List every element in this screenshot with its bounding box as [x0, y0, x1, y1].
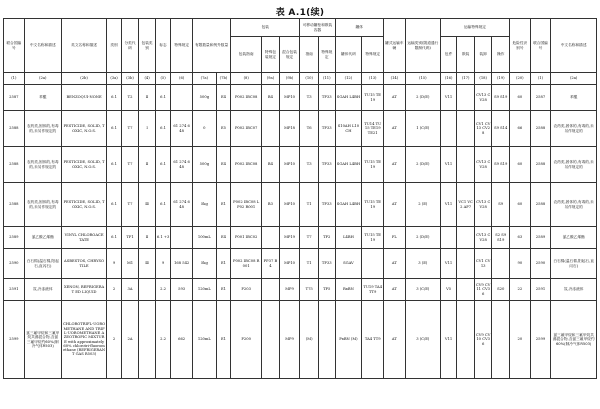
- cell-label: 9: [155, 249, 170, 279]
- cell-cat: 1 (C/E): [405, 111, 440, 147]
- cell-pg: Ⅱ: [139, 227, 156, 249]
- cell-cn2: 氯乙酸乙烯酯: [551, 227, 597, 249]
- dangerous-goods-table: [3, 18, 597, 379]
- cell-label: 6.1: [155, 147, 170, 183]
- cell-en: ASBESTOS, CHRYSOTILE: [61, 249, 106, 279]
- header-tank: 罐体: [335, 19, 384, 37]
- cell-un2: 2599: [530, 301, 551, 379]
- cell-cn2: 白石棉(温石棉,阳起石,直闪石): [551, 249, 597, 279]
- column-number: (19): [492, 73, 510, 85]
- cell-psp: [262, 279, 280, 301]
- cell-code: M1: [121, 249, 139, 279]
- cell-s17: [457, 85, 475, 111]
- cell-label: 2.2: [155, 279, 170, 301]
- cell-un2: 2588: [530, 183, 551, 227]
- cell-cat: 3 (C/E): [405, 301, 440, 379]
- header-special: 运输特殊规定: [440, 19, 509, 37]
- cell-sp: 61 274 648: [171, 111, 193, 147]
- cell-class: 6.1: [107, 227, 121, 249]
- cell-sp: 662: [171, 301, 193, 379]
- header-veh: 罐式运输车辆: [384, 19, 406, 73]
- cell-s19: [492, 249, 510, 279]
- cell-veh: AT: [384, 249, 406, 279]
- header-s18: 装卸: [474, 37, 492, 73]
- column-number: (17): [457, 73, 475, 85]
- cell-class: 6.1: [107, 111, 121, 147]
- cell-un: 2589: [4, 227, 25, 249]
- cell-s18: CV1 CV13 CV28: [474, 111, 492, 147]
- cell-veh: AT: [384, 301, 406, 379]
- header-s17: 散装: [457, 37, 475, 73]
- cell-tsp: TU15 TE19: [362, 183, 384, 227]
- cell-psp: B4: [262, 147, 280, 183]
- cell-cat: 2 (D/E): [405, 227, 440, 249]
- cell-lq: 120mL: [192, 279, 216, 301]
- cell-pi: P002 IBC08 R001: [231, 249, 262, 279]
- cell-cn: 苯醌: [24, 85, 61, 111]
- cell-pi: P001 IBC02: [231, 227, 262, 249]
- cell-lq: 100mL: [192, 227, 216, 249]
- table-row: [4, 301, 597, 379]
- cell-pi: P002 IBC08: [231, 85, 262, 111]
- cell-pi: P002 IBC08 LP02 R001: [231, 183, 262, 227]
- cell-psp: B3: [262, 183, 280, 227]
- header-s16: 包件: [440, 37, 457, 73]
- cell-mp: MP9: [279, 279, 300, 301]
- cell-code: T2: [121, 85, 139, 111]
- cell-eq: E1: [216, 301, 230, 379]
- cell-en: XENON, REFRIGERAT ED LIQUID: [61, 279, 106, 301]
- cell-en: PESTICIDE, SOLID, TOXIC, N.O.S.: [61, 111, 106, 147]
- header-lq-group: 有限数量和例外数量: [192, 19, 230, 73]
- cell-label: 6.1: [155, 183, 170, 227]
- cell-psp: PP37 B4: [262, 249, 280, 279]
- header-hin: 危险性识别号: [510, 19, 531, 73]
- cell-tsp: TU15 TE19: [362, 85, 384, 111]
- cell-s18: CV13 CV28: [474, 85, 492, 111]
- cell-tsp: TU15 TE19: [362, 147, 384, 183]
- cell-hin: 60: [510, 85, 531, 111]
- cell-mp: MP9: [279, 301, 300, 379]
- cell-psp: [262, 111, 280, 147]
- cell-s17: [457, 249, 475, 279]
- column-number: (7b): [216, 73, 230, 85]
- cell-un: 2599: [4, 301, 25, 379]
- header-cn: 中文名称和描述: [24, 19, 61, 73]
- cell-code: 2A: [121, 301, 139, 379]
- header-un2: 联合国编号: [530, 19, 551, 73]
- header-s19: 操作: [492, 37, 510, 73]
- cell-hin: 20: [510, 301, 531, 379]
- cell-pi: P200: [231, 301, 262, 379]
- cell-cn2: 氯三氟甲烷和三氟甲烷共沸混合物,含氯三氟甲烷约60%(制冷气体R503): [551, 301, 597, 379]
- cell-label: 6.1 +3: [155, 227, 170, 249]
- cell-s17: [457, 147, 475, 183]
- cell-cat: 3 (C/E): [405, 279, 440, 301]
- cell-class: 9: [107, 249, 121, 279]
- cell-cat: 2 (D/E): [405, 85, 440, 111]
- cell-cn: 氯三氟甲烷和三氟甲烷共沸混合物,含氯三氟甲烷约60%(制冷气体R503): [24, 301, 61, 379]
- cell-s17: [457, 227, 475, 249]
- cell-mp: MP10: [279, 85, 300, 111]
- cell-lq: 5kg: [192, 249, 216, 279]
- cell-s16: V5: [440, 279, 457, 301]
- cell-s19: S9 S14: [492, 111, 510, 147]
- cell-psp: [262, 301, 280, 379]
- cell-s16: [440, 111, 457, 147]
- cell-cn2: 农药类,固体的,有毒的,未另作规定的: [551, 111, 597, 147]
- header-tsp: 特殊规定: [362, 37, 384, 73]
- table-row: [4, 279, 597, 301]
- column-number: (1): [4, 73, 25, 85]
- cell-tksp: TP33: [318, 147, 335, 183]
- cell-s17: [457, 301, 475, 379]
- cell-tki: T1: [300, 183, 319, 227]
- header-un: 联合国编号: [4, 19, 25, 73]
- cell-s18: CV13 CV28: [474, 227, 492, 249]
- cell-label: 6.1: [155, 85, 170, 111]
- header-pi: 包装指南: [231, 37, 262, 73]
- table-row: [4, 183, 597, 227]
- cell-tcode: SGAH L4BH: [335, 183, 362, 227]
- cell-cn: 农药类,固体的,有毒的,未另作规定的: [24, 111, 61, 147]
- cell-cn: 农药类,固体的,有毒的,未另作规定的: [24, 147, 61, 183]
- table-title: 表 A.1(续): [275, 8, 325, 18]
- cell-tksp: TP33: [318, 183, 335, 227]
- table-row: [4, 227, 597, 249]
- cell-s18: CV9 CV11 CV36: [474, 279, 492, 301]
- cell-sp: 168 542: [171, 249, 193, 279]
- cell-tcode: PxBN (M): [335, 301, 362, 379]
- cell-cn2: 农药类,固体的,有毒的,未另作规定的: [551, 147, 597, 183]
- header-sp: 特殊规定: [171, 19, 193, 73]
- column-number: (8): [231, 73, 262, 85]
- cell-pg: [139, 301, 156, 379]
- cell-tcode: SGAH L4BH: [335, 85, 362, 111]
- cell-s18: CV13 CV28: [474, 183, 492, 227]
- cell-veh: AT: [384, 85, 406, 111]
- table-row: [4, 147, 597, 183]
- column-number: (16): [440, 73, 457, 85]
- cell-lq: 5kg: [192, 183, 216, 227]
- table-row: [4, 249, 597, 279]
- cell-un2: 2588: [530, 147, 551, 183]
- cell-class: 6.1: [107, 183, 121, 227]
- cell-mp: MP10: [279, 147, 300, 183]
- column-number: (2a): [551, 73, 597, 85]
- cell-tki: T3: [300, 85, 319, 111]
- cell-veh: AT: [384, 183, 406, 227]
- cell-un: 2587: [4, 85, 25, 111]
- column-number: (20): [510, 73, 531, 85]
- header-tcode: 罐体代码: [335, 37, 362, 73]
- cell-eq: E4: [216, 147, 230, 183]
- table-body: [4, 85, 597, 379]
- cell-sp: [171, 227, 193, 249]
- cell-eq: E1: [216, 279, 230, 301]
- cell-sp: [171, 85, 193, 111]
- header-code: 分类代码: [121, 19, 139, 73]
- cell-s18: CV1 CV13: [474, 249, 492, 279]
- cell-tksp: TP33: [318, 249, 335, 279]
- cell-s18: CV9 CV10 CV36: [474, 301, 492, 379]
- column-number: (9a): [262, 73, 280, 85]
- cell-hin: 60: [510, 147, 531, 183]
- cell-tksp: TP33: [318, 111, 335, 147]
- header-psp: 特殊包装规定: [262, 37, 280, 73]
- cell-cn: 农药类,固体的,有毒的,未另作规定的: [24, 183, 61, 227]
- column-number: (3b): [121, 73, 139, 85]
- table-row: [4, 111, 597, 147]
- cell-label: 2.2: [155, 301, 170, 379]
- header-cn2: 中文名称和描述: [551, 19, 597, 73]
- cell-tki: T3: [300, 147, 319, 183]
- cell-tksp: TP33: [318, 85, 335, 111]
- cell-lq: 120mL: [192, 301, 216, 379]
- cell-code: T7: [121, 183, 139, 227]
- cell-eq: E5: [216, 111, 230, 147]
- cell-tki: T1: [300, 249, 319, 279]
- cell-pg: Ⅲ: [139, 249, 156, 279]
- cell-mp: MP10: [279, 183, 300, 227]
- cell-tsp: TU19 TA4 TT9: [362, 279, 384, 301]
- cell-s17: [457, 279, 475, 301]
- column-number: (3a): [107, 73, 121, 85]
- cell-tki: (M): [300, 301, 319, 379]
- cell-tsp: TA4 TT9: [362, 301, 384, 379]
- cell-cn2: 苯醌: [551, 85, 597, 111]
- cell-tsp: TU14 TU15 TE19 TE21: [362, 111, 384, 147]
- cell-tksp: [318, 301, 335, 379]
- header-tki: 指南: [300, 37, 319, 73]
- cell-tcode: SGAV: [335, 249, 362, 279]
- cell-un2: 2589: [530, 227, 551, 249]
- cell-tksp: TP5: [318, 279, 335, 301]
- cell-sp: 61 274 648: [171, 147, 193, 183]
- cell-tksp: TP2: [318, 227, 335, 249]
- header-tksp: 特殊规定: [318, 37, 335, 73]
- cell-cat: 2 (D/E): [405, 147, 440, 183]
- cell-pg: Ⅱ: [139, 85, 156, 111]
- column-number: (7a): [192, 73, 216, 85]
- column-number: (10): [300, 73, 319, 85]
- cell-class: 6.1: [107, 85, 121, 111]
- cell-s19: S9: [492, 183, 510, 227]
- cell-class: 2: [107, 279, 121, 301]
- cell-en: VINYL CHLOROACE TATE: [61, 227, 106, 249]
- cell-pi: P002 IBC07: [231, 111, 262, 147]
- cell-pg: Ⅰ: [139, 111, 156, 147]
- cell-un: 2590: [4, 249, 25, 279]
- cell-cat: 3 (E): [405, 249, 440, 279]
- column-number: (2a): [24, 73, 61, 85]
- cell-s19: [492, 301, 510, 379]
- cell-lq: 500g: [192, 85, 216, 111]
- cell-sp: 593: [171, 279, 193, 301]
- column-number: (9b): [279, 73, 300, 85]
- cell-class: 6.1: [107, 147, 121, 183]
- cell-cn2: 氙,冷冻液体: [551, 279, 597, 301]
- header-label: 标志: [155, 19, 170, 73]
- cell-tki: T6: [300, 111, 319, 147]
- cell-eq: E1: [216, 183, 230, 227]
- cell-s19: S2 S9 S19: [492, 227, 510, 249]
- cell-un: 2588: [4, 147, 25, 183]
- cell-s18: CV13 CV28: [474, 147, 492, 183]
- cell-s19: S9 S19: [492, 85, 510, 111]
- column-number-row: [4, 73, 597, 85]
- cell-cn: 氯乙酸乙烯酯: [24, 227, 61, 249]
- column-number: (14): [384, 73, 406, 85]
- cell-un: 2591: [4, 279, 25, 301]
- column-number: (6): [171, 73, 193, 85]
- cell-en: CHLOROTRIFL-UOROMETHANE AND TRIFL-UOROMETHANE AZEOTROPIC MIXTURE with approximately 60% chlorotri-fluoromethane (REFRIGERANT GAS R503): [61, 301, 106, 379]
- cell-pg: Ⅱ: [139, 147, 156, 183]
- column-number: (18): [474, 73, 492, 85]
- cell-cat: 2 (E): [405, 183, 440, 227]
- cell-class: 2: [107, 301, 121, 379]
- cell-sp: 61 274 648: [171, 183, 193, 227]
- cell-psp: B4: [262, 85, 280, 111]
- cell-en: PESTICIDE, SOLID, TOXIC, N.O.S.: [61, 183, 106, 227]
- cell-pi: P002 IBC08: [231, 147, 262, 183]
- table-row: [4, 85, 597, 111]
- column-number: (2b): [61, 73, 106, 85]
- cell-psp: [262, 227, 280, 249]
- cell-tsp: [362, 249, 384, 279]
- cell-en: BENZOQUI-NONE: [61, 85, 106, 111]
- cell-en: PESTICIDE, SOLID, TOXIC, N.O.S.: [61, 147, 106, 183]
- cell-un: 2588: [4, 183, 25, 227]
- cell-s16: V11: [440, 183, 457, 227]
- cell-lq: 500g: [192, 147, 216, 183]
- cell-eq: E1: [216, 249, 230, 279]
- cell-hin: 22: [510, 279, 531, 301]
- cell-mp: MP10: [279, 249, 300, 279]
- cell-code: TF1: [121, 227, 139, 249]
- header-cat: 运输类别(隧道通行限制代码): [405, 19, 440, 73]
- cell-un2: 2588: [530, 111, 551, 147]
- cell-s19: S9 S19: [492, 147, 510, 183]
- cell-cn2: 农药类,固体的,有毒的,未另作规定的: [551, 183, 597, 227]
- cell-hin: 63: [510, 227, 531, 249]
- header-pg: 包装类别: [139, 19, 156, 73]
- cell-s19: S20: [492, 279, 510, 301]
- column-number: (12): [335, 73, 362, 85]
- column-number: (11): [318, 73, 335, 85]
- header-mp: 混合包装规定: [279, 37, 300, 73]
- cell-code: T7: [121, 111, 139, 147]
- cell-s16: V11: [440, 85, 457, 111]
- cell-un: 2588: [4, 111, 25, 147]
- cell-code: T7: [121, 147, 139, 183]
- cell-veh: AT: [384, 279, 406, 301]
- cell-tcode: S10AH L10CH: [335, 111, 362, 147]
- cell-s17: VC1 VC2 AP7: [457, 183, 475, 227]
- header-packaging: 包装: [231, 19, 300, 37]
- column-number: (5): [155, 73, 170, 85]
- cell-veh: AT: [384, 147, 406, 183]
- cell-cn: 白石棉(温石棉,阳起石,直闪石): [24, 249, 61, 279]
- cell-label: 6.1: [155, 111, 170, 147]
- column-number: (15): [405, 73, 440, 85]
- cell-mp: MP19: [279, 227, 300, 249]
- header-portable: 可移动罐柜和散装容器: [300, 19, 335, 37]
- cell-code: 3A: [121, 279, 139, 301]
- cell-s16: V11: [440, 249, 457, 279]
- column-number: (4): [139, 73, 156, 85]
- cell-hin: 90: [510, 249, 531, 279]
- column-number: (1): [530, 73, 551, 85]
- cell-s16: [440, 227, 457, 249]
- cell-un2: 2587: [530, 85, 551, 111]
- cell-s16: V11: [440, 301, 457, 379]
- cell-lq: 0: [192, 111, 216, 147]
- cell-pg: Ⅲ: [139, 183, 156, 227]
- cell-un2: 2591: [530, 279, 551, 301]
- cell-eq: E4: [216, 85, 230, 111]
- cell-tsp: TU15 TE19: [362, 227, 384, 249]
- cell-tki: T7: [300, 227, 319, 249]
- cell-tcode: L4BH: [335, 227, 362, 249]
- cell-s17: [457, 111, 475, 147]
- cell-pi: P203: [231, 279, 262, 301]
- cell-tcode: SGAH L4BH: [335, 147, 362, 183]
- cell-pg: [139, 279, 156, 301]
- cell-eq: E4: [216, 227, 230, 249]
- cell-hin: 60: [510, 183, 531, 227]
- cell-tcode: RxBN: [335, 279, 362, 301]
- cell-s16: V11: [440, 147, 457, 183]
- column-number: (13): [362, 73, 384, 85]
- cell-tki: T75: [300, 279, 319, 301]
- cell-un2: 2590: [530, 249, 551, 279]
- cell-cn: 氙,冷冻液体: [24, 279, 61, 301]
- cell-veh: FL: [384, 227, 406, 249]
- cell-veh: AT: [384, 111, 406, 147]
- cell-mp: MP18: [279, 111, 300, 147]
- header-en: 英文名称和描述: [61, 19, 106, 73]
- header-class: 类别: [107, 19, 121, 73]
- cell-hin: 66: [510, 111, 531, 147]
